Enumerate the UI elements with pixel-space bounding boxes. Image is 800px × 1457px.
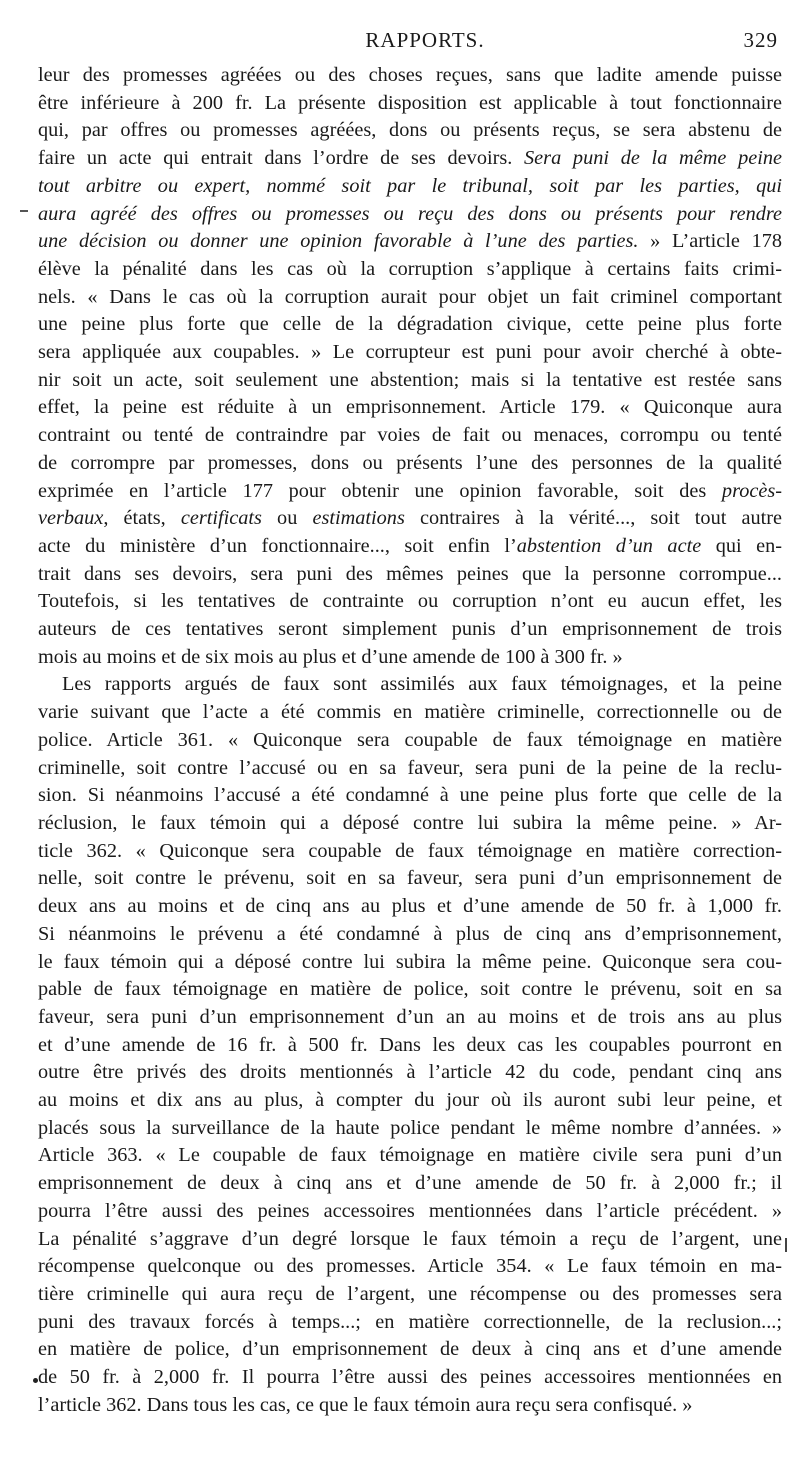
text-segment: nels. « Dans le cas où la corruption aurait pour objet un fait criminel comportant (38, 285, 782, 308)
text-line (38, 1142, 782, 1170)
text-segment: effet, la peine est réduite à un emprisonnement. Article 179. « Quiconque aura (38, 396, 782, 419)
text-line (38, 1087, 782, 1115)
italic-text: aura agréé des offres ou promesses ou reçu des dons ou présents pour rendre (38, 202, 782, 225)
text-segment: contraint ou tenté de contraindre par voies de fait ou menaces, corrompu ou tenté (38, 424, 782, 447)
text-line (38, 561, 782, 589)
text-line (38, 1392, 782, 1420)
text-segment: nelle, soit contre le prévenu, soit en sa faveur, sera puni d’un emprisonnement de (38, 867, 782, 890)
italic-text: estimations (312, 507, 405, 530)
text-segment: tière criminelle qui aura reçu de l’argent, une récompense ou des promesses sera (38, 1282, 782, 1305)
text-segment: faire un acte qui entrait dans l’ordre de ses devoirs. (38, 147, 525, 170)
text-line (38, 727, 782, 755)
text-line (38, 117, 782, 145)
text-segment: sion. Si néanmoins l’accusé a été condamné à une peine plus forte que celle de la (38, 784, 782, 807)
text-segment: Les rapports argués de faux sont assimilés aux faux témoignages, et la peine (62, 673, 782, 696)
italic-text: verbaux (38, 507, 104, 530)
body-text (38, 62, 782, 1419)
text-line (38, 616, 782, 644)
text-line (38, 1115, 782, 1143)
text-line (38, 782, 782, 810)
text-segment: , états, (103, 507, 181, 530)
text-segment: nir soit un acte, soit seulement une abstention; mais si la tentative est restée sans (38, 368, 782, 391)
text-line (38, 1198, 782, 1226)
text-line (38, 311, 782, 339)
text-segment: au moins et dix ans au plus, à compter du jour où ils auront subi leur peine, et (38, 1089, 782, 1112)
text-segment: une peine plus forte que celle de la dégradation civique, cette peine plus forte (38, 313, 782, 336)
text-line (38, 228, 782, 256)
text-segment: être inférieure à 200 fr. La présente disposition est applicable à tout fonctionnaire (38, 91, 782, 114)
text-segment: trait dans ses devoirs, sera puni des mêmes peines que la personne corrompue... (38, 562, 782, 585)
text-segment: de corrompre par promesses, dons ou présents l’une des personnes de la qualité (38, 451, 782, 474)
text-line (38, 1226, 782, 1254)
page-number: 329 (743, 28, 778, 52)
text-line (38, 671, 782, 699)
text-segment: auteurs de ces tentatives seront simplement punis d’un emprisonnement de trois (38, 618, 782, 641)
italic-text: procès- (721, 479, 782, 502)
text-line (38, 62, 782, 90)
text-line (38, 838, 782, 866)
text-line (38, 422, 782, 450)
text-line (38, 367, 782, 395)
text-line (38, 588, 782, 616)
text-segment: réclusion, le faux témoin qui a déposé contre lui subira la même peine. » Ar- (38, 811, 782, 834)
text-segment: emprisonnement de deux à cinq ans et d’une amende de 50 fr. à 2,000 fr.; il (38, 1172, 782, 1195)
text-line (38, 949, 782, 977)
italic-text: une décision ou donner une opinion favorable à l’une des parties. (38, 230, 639, 253)
text-line (38, 1309, 782, 1337)
text-segment: La pénalité s’aggrave d’un degré lorsque le faux témoin a reçu de l’argent, une (38, 1227, 782, 1250)
text-segment: Si néanmoins le prévenu a été condamné à plus de cinq ans d’emprisonnement, (38, 922, 782, 945)
text-segment: qui, par offres ou promesses agréées, dons ou présents reçus, se sera abstenu de (38, 119, 782, 142)
text-line (38, 644, 782, 672)
text-segment: leur des promesses agréées ou des choses reçues, sans que ladite amende puisse (38, 64, 782, 86)
text-line (38, 533, 782, 561)
text-segment: et d’une amende de 16 fr. à 500 fr. Dans les deux cas les coupables pourront en (38, 1033, 782, 1056)
italic-text: certificats (180, 507, 262, 530)
text-segment: pable de faux témoignage en matière de police, soit contre le prévenu, soit en sa (38, 978, 782, 1001)
margin-mark (785, 1238, 787, 1252)
italic-text: abstention d’un acte (516, 534, 702, 557)
text-line (38, 1281, 782, 1309)
text-segment: exprimée en l’article 177 pour obtenir une opinion favorable, soit des (38, 479, 722, 502)
text-line (38, 256, 782, 284)
text-line (38, 145, 782, 173)
text-segment: pourra l’être aussi des peines accessoires mentionnées dans l’article précédent. » (38, 1199, 782, 1222)
text-segment: Article 363. « Le coupable de faux témoignage en matière civile sera puni d’un (38, 1144, 782, 1167)
page-header (40, 28, 778, 54)
text-segment: deux ans au moins et de cinq ans au plus et d’une amende de 50 fr. à 1,000 fr. (38, 895, 782, 918)
text-segment: le faux témoin qui a déposé contre lui subira la même peine. Quiconque sera cou- (38, 950, 782, 973)
text-line (38, 201, 782, 229)
text-segment: l’article 362. Dans tous les cas, ce que le faux témoin aura reçu sera confisqué. » (38, 1393, 693, 1416)
text-line (38, 1364, 782, 1392)
text-line (38, 173, 782, 201)
running-head: RAPPORTS. (365, 28, 485, 52)
text-line (38, 699, 782, 727)
text-segment: contraires à la vérité..., soit tout autre (404, 507, 782, 530)
text-segment: élève la pénalité dans les cas où la corruption s’applique à certains faits crimi- (38, 257, 782, 280)
text-line (38, 478, 782, 506)
text-line (38, 284, 782, 312)
italic-text: Sera puni de la même peine (524, 147, 782, 170)
text-segment: faveur, sera puni d’un emprisonnement d’un an au moins et de trois ans au plus (38, 1005, 782, 1028)
text-line (38, 865, 782, 893)
text-line (38, 755, 782, 783)
margin-mark (20, 210, 28, 212)
text-segment: en matière de police, d’un emprisonnement de deux à cinq ans et d’une amende (38, 1338, 782, 1361)
text-line (38, 1253, 782, 1281)
text-line (38, 893, 782, 921)
text-segment: » L’article 178 (638, 230, 782, 253)
text-segment: acte du ministère d’un fonctionnaire..., soit enfin l’ (38, 534, 517, 557)
text-line (38, 1170, 782, 1198)
text-segment: varie suivant que l’acte a été commis en matière criminelle, correctionnelle ou de (38, 701, 782, 724)
text-line (38, 976, 782, 1004)
text-line (38, 1059, 782, 1087)
text-segment: ticle 362. « Quiconque sera coupable de faux témoignage en matière correction- (38, 839, 782, 862)
text-segment: de 50 fr. à 2,000 fr. Il pourra l’être aussi des peines accessoires mentionnées en (38, 1366, 782, 1389)
text-line (38, 1032, 782, 1060)
text-segment: police. Article 361. « Quiconque sera coupable de faux témoignage en matière (38, 728, 782, 751)
text-line (38, 90, 782, 118)
text-segment: qui en- (701, 534, 782, 557)
text-line (38, 810, 782, 838)
text-line (38, 339, 782, 367)
italic-text: tout arbitre ou expert, nommé soit par le tribunal, soit par les parties, qui (38, 174, 782, 197)
text-segment: outre être privés des droits mentionnés à l’article 42 du code, pendant cinq ans (38, 1061, 782, 1084)
text-segment: mois au moins et de six mois au plus et d’une amende de 100 à 300 fr. » (38, 645, 623, 668)
text-segment: récompense quelconque ou des promesses. Article 354. « Le faux témoin en ma- (38, 1255, 782, 1278)
text-line (38, 1004, 782, 1032)
text-segment: placés sous la surveillance de la haute police pendant le même nombre d’années. » (38, 1116, 782, 1139)
text-segment: ou (261, 507, 313, 530)
margin-dot (33, 1378, 38, 1383)
text-segment: sera appliquée aux coupables. » Le corrupteur est puni pour avoir cherché à obte- (38, 341, 782, 364)
text-segment: puni des travaux forcés à temps...; en matière correctionnelle, de la reclusion...; (38, 1310, 782, 1333)
text-line (38, 394, 782, 422)
text-line (38, 1336, 782, 1364)
text-line (38, 505, 782, 533)
text-line (38, 450, 782, 478)
text-segment: Toutefois, si les tentatives de contrainte ou corruption n’ont eu aucun effet, les (38, 590, 782, 613)
text-line (38, 921, 782, 949)
text-segment: criminelle, soit contre l’accusé ou en sa faveur, sera puni de la peine de la reclu- (38, 756, 782, 779)
